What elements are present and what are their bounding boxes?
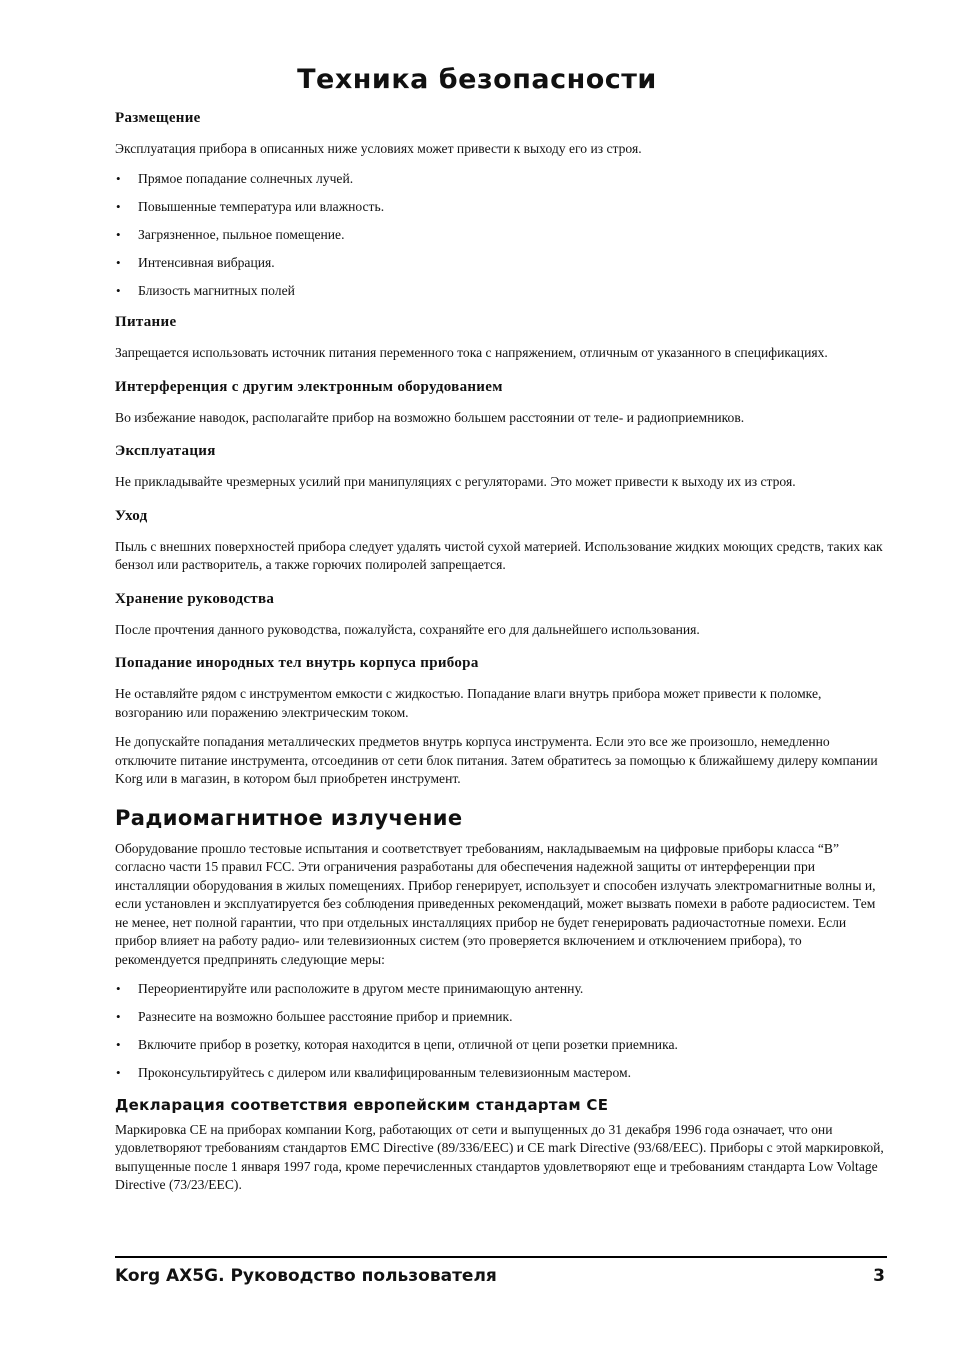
list-item: • Загрязненное, пыльное помещение. [115,226,887,245]
list-item: • Переориентируйте или расположите в другом месте принимающую антенну. [115,980,887,999]
placement-list [115,170,887,301]
list-item: • Проконсультируйтесь с дилером или квалифицированным телевизионным мастером. [115,1064,887,1083]
power-text: Запрещается использовать источник питания переменного тока с напряжением, отличным от указанного в спецификациях. [115,345,828,360]
list-item: • Разнесите на возможно большее расстояние прибор и приемник. [115,1008,887,1027]
footer-title: Korg AX5G. Руководство пользователя [115,1266,497,1286]
radio-list [115,980,887,1083]
list-item: • Повышенные температура или влажность. [115,198,887,217]
list-item: • Интенсивная вибрация. [115,254,887,273]
manual-text: После прочтения данного руководства, пожалуйста, сохраняйте его для дальнейшего использования. [115,621,700,637]
section-heading-interference: Интерференция с другим электронным оборудованием [115,378,503,395]
radio-heading: Радиомагнитное излучение [115,805,463,830]
placement-intro: Эксплуатация прибора в описанных ниже условиях может привести к выходу его из строя. [115,141,642,156]
section-heading-operation: Эксплуатация [115,443,216,459]
section-heading-care: Уход [115,507,148,524]
list-item: • Прямое попадание солнечных лучей. [115,170,887,189]
foreign-text-2: Не допускайте попадания металлических предметов внутрь корпуса инструмента. Если это все же произошло, немедленно отключите питание инструмента, отсоединив от сети блок питания. Затем обратитесь за помощью к ближайшему дилеру компании Korg или в магазин, в котором был приобретен инструмент. [115,734,878,786]
page-title: Техника безопасности [297,64,657,95]
radio-text: Оборудование прошло тестовые испытания и соответствует требованиям, накладываемым на цифровые приборы класса “B” согласно части 15 правил FCC. Эти ограничения разработаны для обеспечения надежной защиты от интерференции при инсталляции оборудования в жилых помещениях. Прибор генерирует, использует и способен излучать электромагнитные волны и, если установлен и эксплуатируется без соблюдения приведенных рекомендаций, может вызвать помехи в работе радиосистем. Тем не менее, нет полной гарантии, что при отдельных инсталляциях прибор не будет генерировать радиочастотные помехи. Если прибор влияет на работу радио- или телевизионных систем (это проверяется включением и отключением прибора), то рекомендуется предпринять следующие меры: [115,840,876,967]
interference-text: Во избежание наводок, располагайте прибор на возможно большем расстоянии от теле- и радиоприемников. [115,409,745,425]
footer [115,1266,887,1292]
page-number: 3 [873,1266,885,1286]
ce-heading: Декларация соответствия европейским стандартам CE [115,1095,609,1114]
footer-divider [115,1256,887,1258]
section-heading-placement: Размещение [115,110,201,126]
page-content [115,108,887,1206]
operation-text: Не прикладывайте чрезмерных усилий при манипуляциях с регуляторами. Это может привести к выходу их из строя. [115,474,796,489]
list-item: • Включите прибор в розетку, которая находится в цепи, отличной от цепи розетки приемника. [115,1036,887,1055]
ce-text: Маркировка CE на приборах компании Korg, работающих от сети и выпущенных до 31 декабря 1996 года означает, что они удовлетворяют требованиям стандартов EMC Directive (89/336/EEC) и CE mark Directive (93/68/EEC). Приборы с этой маркировкой, выпущенные после 1 января 1997 года, кроме перечисленных стандартов удовлетворяют еще и требованиям стандарта Low Voltage Directive (73/23/EEC). [115,1121,884,1192]
foreign-text-1: Не оставляйте рядом с инструментом емкости с жидкостью. Попадание влаги внутрь прибора может привести к поломке, возгоранию или поражению электрическим током. [115,686,822,720]
section-heading-manual: Хранение руководства [115,590,275,607]
list-item: • Близость магнитных полей [115,282,887,301]
care-text: Пыль с внешних поверхностей прибора следует удалять чистой сухой материей. Использование жидких моющих средств, таких как бензол или растворитель, а также горючих полиролей запрещается. [115,538,883,572]
section-heading-foreign: Попадание инородных тел внутрь корпуса прибора [115,655,479,671]
section-heading-power: Питание [115,314,177,330]
